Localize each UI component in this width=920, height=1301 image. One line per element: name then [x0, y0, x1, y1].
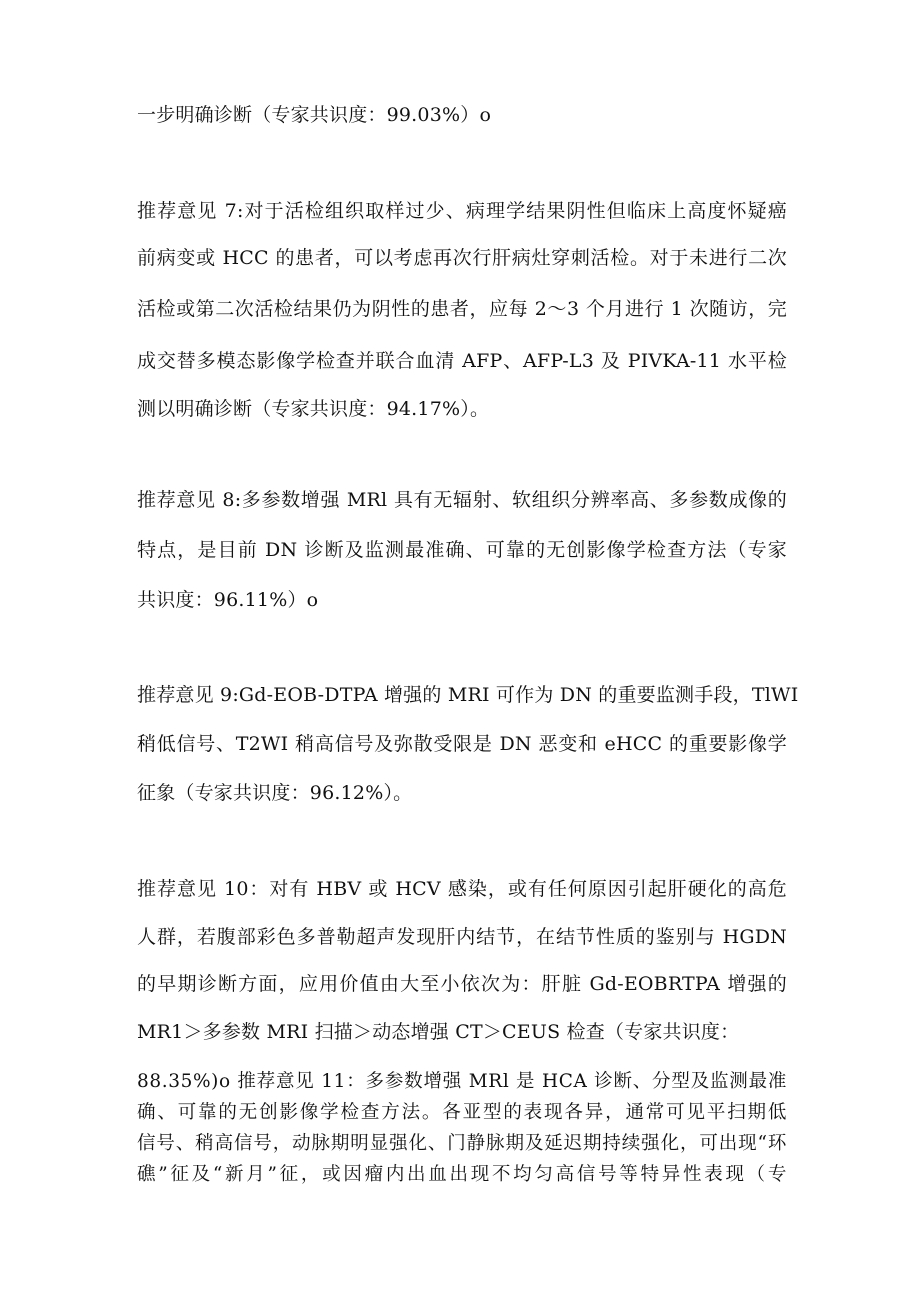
text-line: 88.35%)o 推荐意见 11：多参数增强 MRl 是 HCA 诊断、分型及监测最准 — [137, 1071, 787, 1092]
text-line: 前病变或 HCC 的患者，可以考虑再次行肝病灶穿刺活检。对于未进行二次 — [137, 247, 787, 269]
text-line: 推荐意见 7:对于活检组织取样过少、病理学结果阴性但临床上高度怀疑癌 — [137, 200, 787, 222]
text-line: MR1＞多参数 MRI 扫描＞动态增强 CT＞CEUS 检查（专家共识度： — [137, 1021, 740, 1043]
text-line: 推荐意见 9:Gd-EOB-DTPA 增强的 MRI 可作为 DN 的重要监测手段，TlWI — [137, 684, 799, 706]
text-line: 礁”征及“新月”征，或因瘤内出血出现不均匀高信号等特异性表现（专 — [137, 1164, 787, 1185]
text-line: 稍低信号、T2WI 稍高信号及弥散受限是 DN 恶变和 eHCC 的重要影像学 — [137, 733, 787, 755]
text-line: 活检或第二次活检结果仍为阴性的患者，应每 2～3 个月进行 1 次随访，完 — [137, 298, 787, 320]
text-line: 共识度：96.11%）o — [137, 589, 319, 611]
text-line: 成交替多模态影像学检查并联合血清 AFP、AFP-L3 及 PIVKA-11 水平检 — [137, 350, 787, 372]
text-line: 测以明确诊断（专家共识度：94.17%）。 — [137, 398, 490, 420]
text-line: 信号、稍高信号，动脉期明显强化、门静脉期及延迟期持续强化，可出现“环 — [137, 1133, 787, 1154]
text-line: 的早期诊断方面，应用价值由大至小依次为：肝脏 Gd-EOBRTPA 增强的 — [137, 973, 787, 995]
text-line: 特点，是目前 DN 诊断及监测最准确、可靠的无创影像学检查方法（专家 — [137, 539, 787, 561]
text-line: 一步明确诊断（专家共识度：99.03%）o — [137, 104, 492, 126]
text-line: 确、可靠的无创影像学检查方法。各亚型的表现各异，通常可见平扫期低 — [137, 1102, 787, 1123]
text-line: 推荐意见 8:多参数增强 MRl 具有无辐射、软组织分辨率高、多参数成像的 — [137, 489, 787, 511]
text-line: 推荐意见 10：对有 HBV 或 HCV 感染，或有任何原因引起肝硬化的高危 — [137, 878, 787, 900]
text-line: 人群，若腹部彩色多普勒超声发现肝内结节，在结节性质的鉴别与 HGDN — [137, 926, 787, 948]
text-line: 征象（专家共识度：96.12%）。 — [137, 782, 413, 804]
